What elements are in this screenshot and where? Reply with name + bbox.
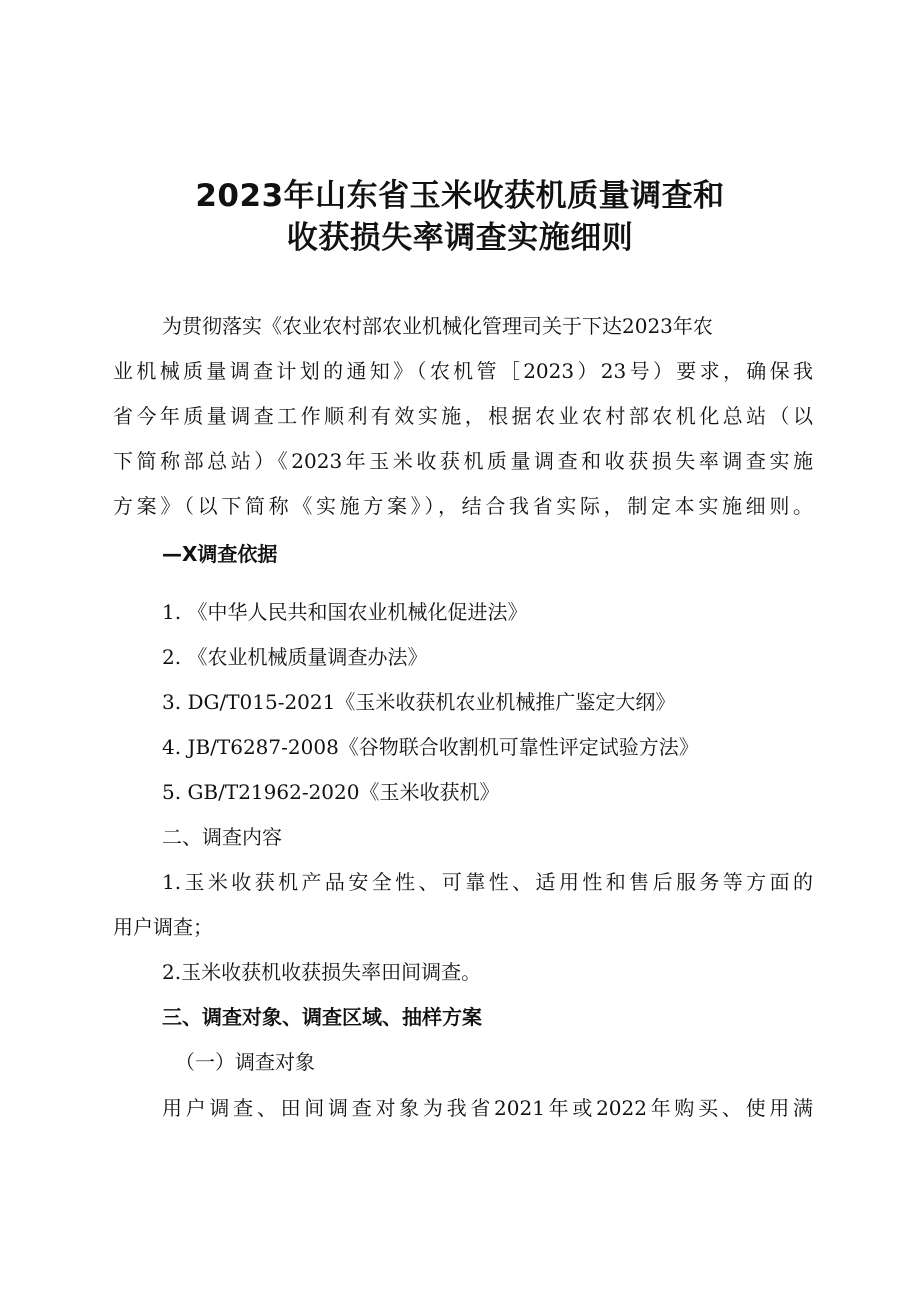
section3-heading: 三、调查对象、调查区域、抽样方案: [162, 1005, 482, 1029]
section2-item1-line1: 1.玉米收获机产品安全性、可靠性、适用性和售后服务等方面的: [162, 870, 813, 894]
section1-item-4: 4. JB/T6287-2008《谷物联合收割机可靠性评定试验方法》: [162, 735, 699, 759]
document-title-line1: 2023年山东省玉米收获机质量调查和: [195, 178, 725, 214]
section2-item2: 2.玉米收获机收获损失率田间调查。: [162, 960, 482, 984]
intro-line-1: 为贯彻落实《农业农村部农业机械化管理司关于下达2023年农: [162, 314, 713, 338]
section1-item-1: 1. 《中华人民共和国农业机械化促进法》: [162, 600, 528, 624]
intro-line-3: 省今年质量调查工作顺利有效实施，根据农业农村部农机化总站（以: [113, 404, 813, 428]
intro-line-4: 下简称部总站）《2023年玉米收获机质量调查和收获损失率调查实施: [113, 449, 813, 473]
section1-item-2: 2. 《农业机械质量调查办法》: [162, 645, 428, 669]
section3-sub1-heading: （一）调查对象: [175, 1050, 315, 1074]
section1-item-3: 3. DG/T015-2021《玉米收获机农业机械推广鉴定大纲》: [162, 690, 676, 714]
intro-line-2: 业机械质量调查计划的通知》（农机管［2023）23号）要求，确保我: [113, 359, 813, 383]
section3-sub1-text: 用户调查、田间调查对象为我省2021年或2022年购买、使用满: [162, 1096, 813, 1120]
document-title-line2: 收获损失率调查实施细则: [286, 220, 634, 256]
section1-item-5: 5. GB/T21962-2020《玉米收获机》: [162, 780, 500, 804]
section2-item1-line2: 用户调查；: [113, 915, 213, 939]
intro-line-5: 方案》（以下简称《实施方案》），结合我省实际，制定本实施细则。: [113, 494, 813, 518]
section1-heading: —X调查依据: [162, 542, 278, 566]
section2-heading: 二、调查内容: [162, 825, 282, 849]
